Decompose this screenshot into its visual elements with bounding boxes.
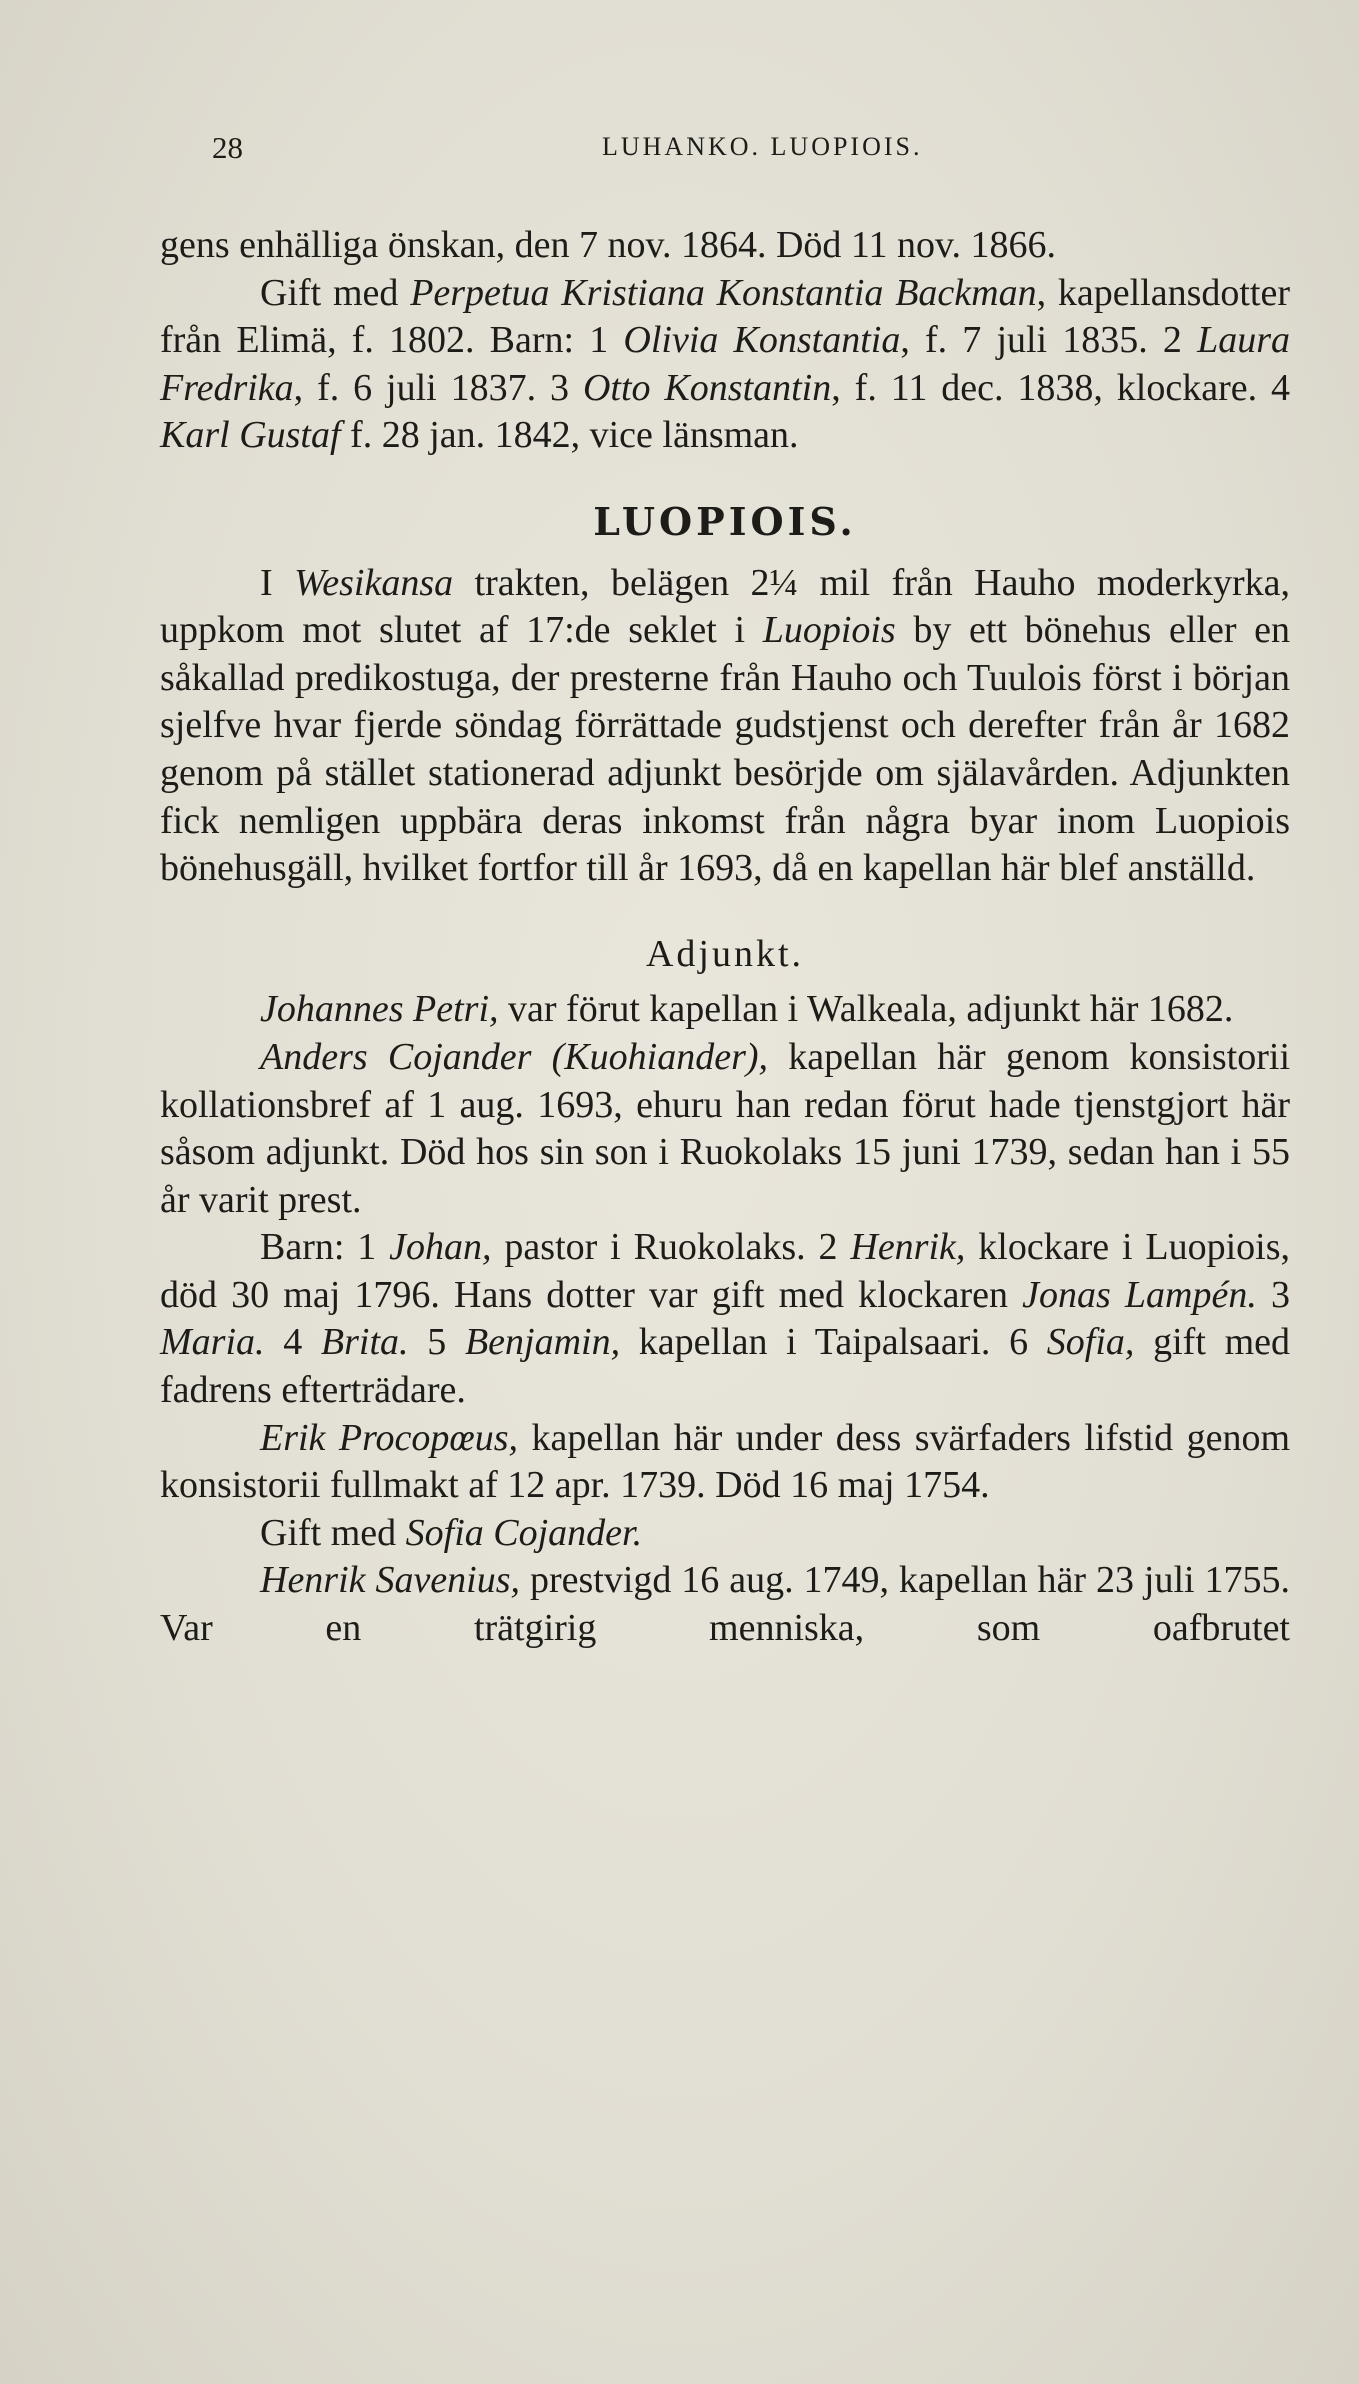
subheading-adjunkt: Adjunkt. xyxy=(645,932,805,975)
person-name: Johannes Petri, xyxy=(260,988,499,1031)
wife-name: Perpetua Kristiana Konstantia Backman xyxy=(410,271,1037,314)
wife-name: Sofia Cojander. xyxy=(405,1511,643,1554)
child-name: Olivia Konstantia xyxy=(623,319,901,362)
section-title: LUOPIOIS. xyxy=(593,498,857,544)
person-name: Henrik Savenius, xyxy=(260,1559,521,1602)
child-name: Karl Gustaf xyxy=(160,414,341,457)
paragraph-marriage: Gift med Perpetua Kristiana Konstantia Backman, kapellansdotter från Elimä, f. 1802. Barn: 1 Olivia Konstantia, f. 7 juli 1835. 2 Laura Fredrika, f. 6 juli 1837. 3 Otto Konstantin, f. 11 dec. 1838, klockare. 4 Karl Gustaf f. 28 jan. 1842, vice länsman. xyxy=(160,271,1291,457)
paragraph-parish-history: I Wesikansa trakten, belägen 2¼ mil från Hauho moderkyrka, uppkom mot slutet af 17:de seklet i Luopiois by ett bönehus eller en såkallad predikostuga, der presterne från Hauho och Tuulois först i början sjelfve hvar fjerde söndag förrättade gudstjenst och derefter från år 1682 genom på stället stationerad adjunkt besörjde om själavården. Adjunkten fick nemligen uppbära deras inkomst från några byar inom Luopiois bönehusgäll, hvilket fortfor till år 1693, då en kapellan här blef anställd. xyxy=(160,561,1290,890)
entry-johannes-petri: Johannes Petri, var förut kapellan i Walkeala, adjunkt här 1682. xyxy=(260,988,1234,1031)
place-name: Luopiois xyxy=(762,609,896,652)
child-name: Johan, xyxy=(389,1226,492,1269)
person-name: Jonas Lampén. xyxy=(1022,1273,1257,1316)
child-name: Laura Fredrika xyxy=(160,319,1290,409)
place-name: Wesikansa xyxy=(294,561,454,604)
child-name: Brita. xyxy=(320,1321,409,1364)
child-name: Henrik, xyxy=(850,1226,966,1269)
running-head: LUHANKO. LUOPIOIS. xyxy=(602,132,923,161)
entry-henrik-savenius: Henrik Savenius, prestvigd 16 aug. 1749, kapellan här 23 juli 1755. Var en trätgirig menniska, som oafbrutet xyxy=(160,1559,1290,1650)
child-name: Otto Konstantin xyxy=(582,366,832,409)
child-name: Benjamin, xyxy=(464,1321,621,1364)
page-number: 28 xyxy=(212,130,243,165)
entry-anders-cojander-children: Barn: 1 Johan, pastor i Ruokolaks. 2 Henrik, klockare i Luopiois, död 30 maj 1796. Hans dotter var gift med klockaren Jonas Lampén. 3 Maria. 4 Brita. 5 Benjamin, kapellan i Taipalsaari. 6 Sofia, gift med fadrens efterträdare. xyxy=(160,1226,1291,1412)
page-body xyxy=(160,222,1290,1653)
entry-erik-procopaeus: Erik Procopœus, kapellan här under dess svärfaders lifstid genom konsistorii fullmakt af 12 apr. 1739. Död 16 maj 1754. xyxy=(160,1416,1291,1507)
entry-erik-procopaeus-marriage: Gift med Sofia Cojander. xyxy=(260,1511,643,1554)
page-header xyxy=(212,130,1042,170)
child-name: Maria. xyxy=(160,1321,265,1364)
paragraph-previous-entry-end: gens enhälliga önskan, den 7 nov. 1864. Död 11 nov. 1866. xyxy=(160,224,1057,266)
person-name: Erik Procopœus, xyxy=(260,1416,519,1459)
child-name: Sofia, xyxy=(1046,1321,1135,1364)
person-name: Anders Cojander (Kuohiander), xyxy=(260,1035,769,1078)
entry-anders-cojander: Anders Cojander (Kuohiander), kapellan här genom konsistorii kollationsbref af 1 aug. 1693, ehuru han redan förut hade tjenstgjort här såsom adjunkt. Död hos sin son i Ruokolaks 15 juni 1739, sedan han i 55 år varit prest. xyxy=(160,1035,1290,1221)
